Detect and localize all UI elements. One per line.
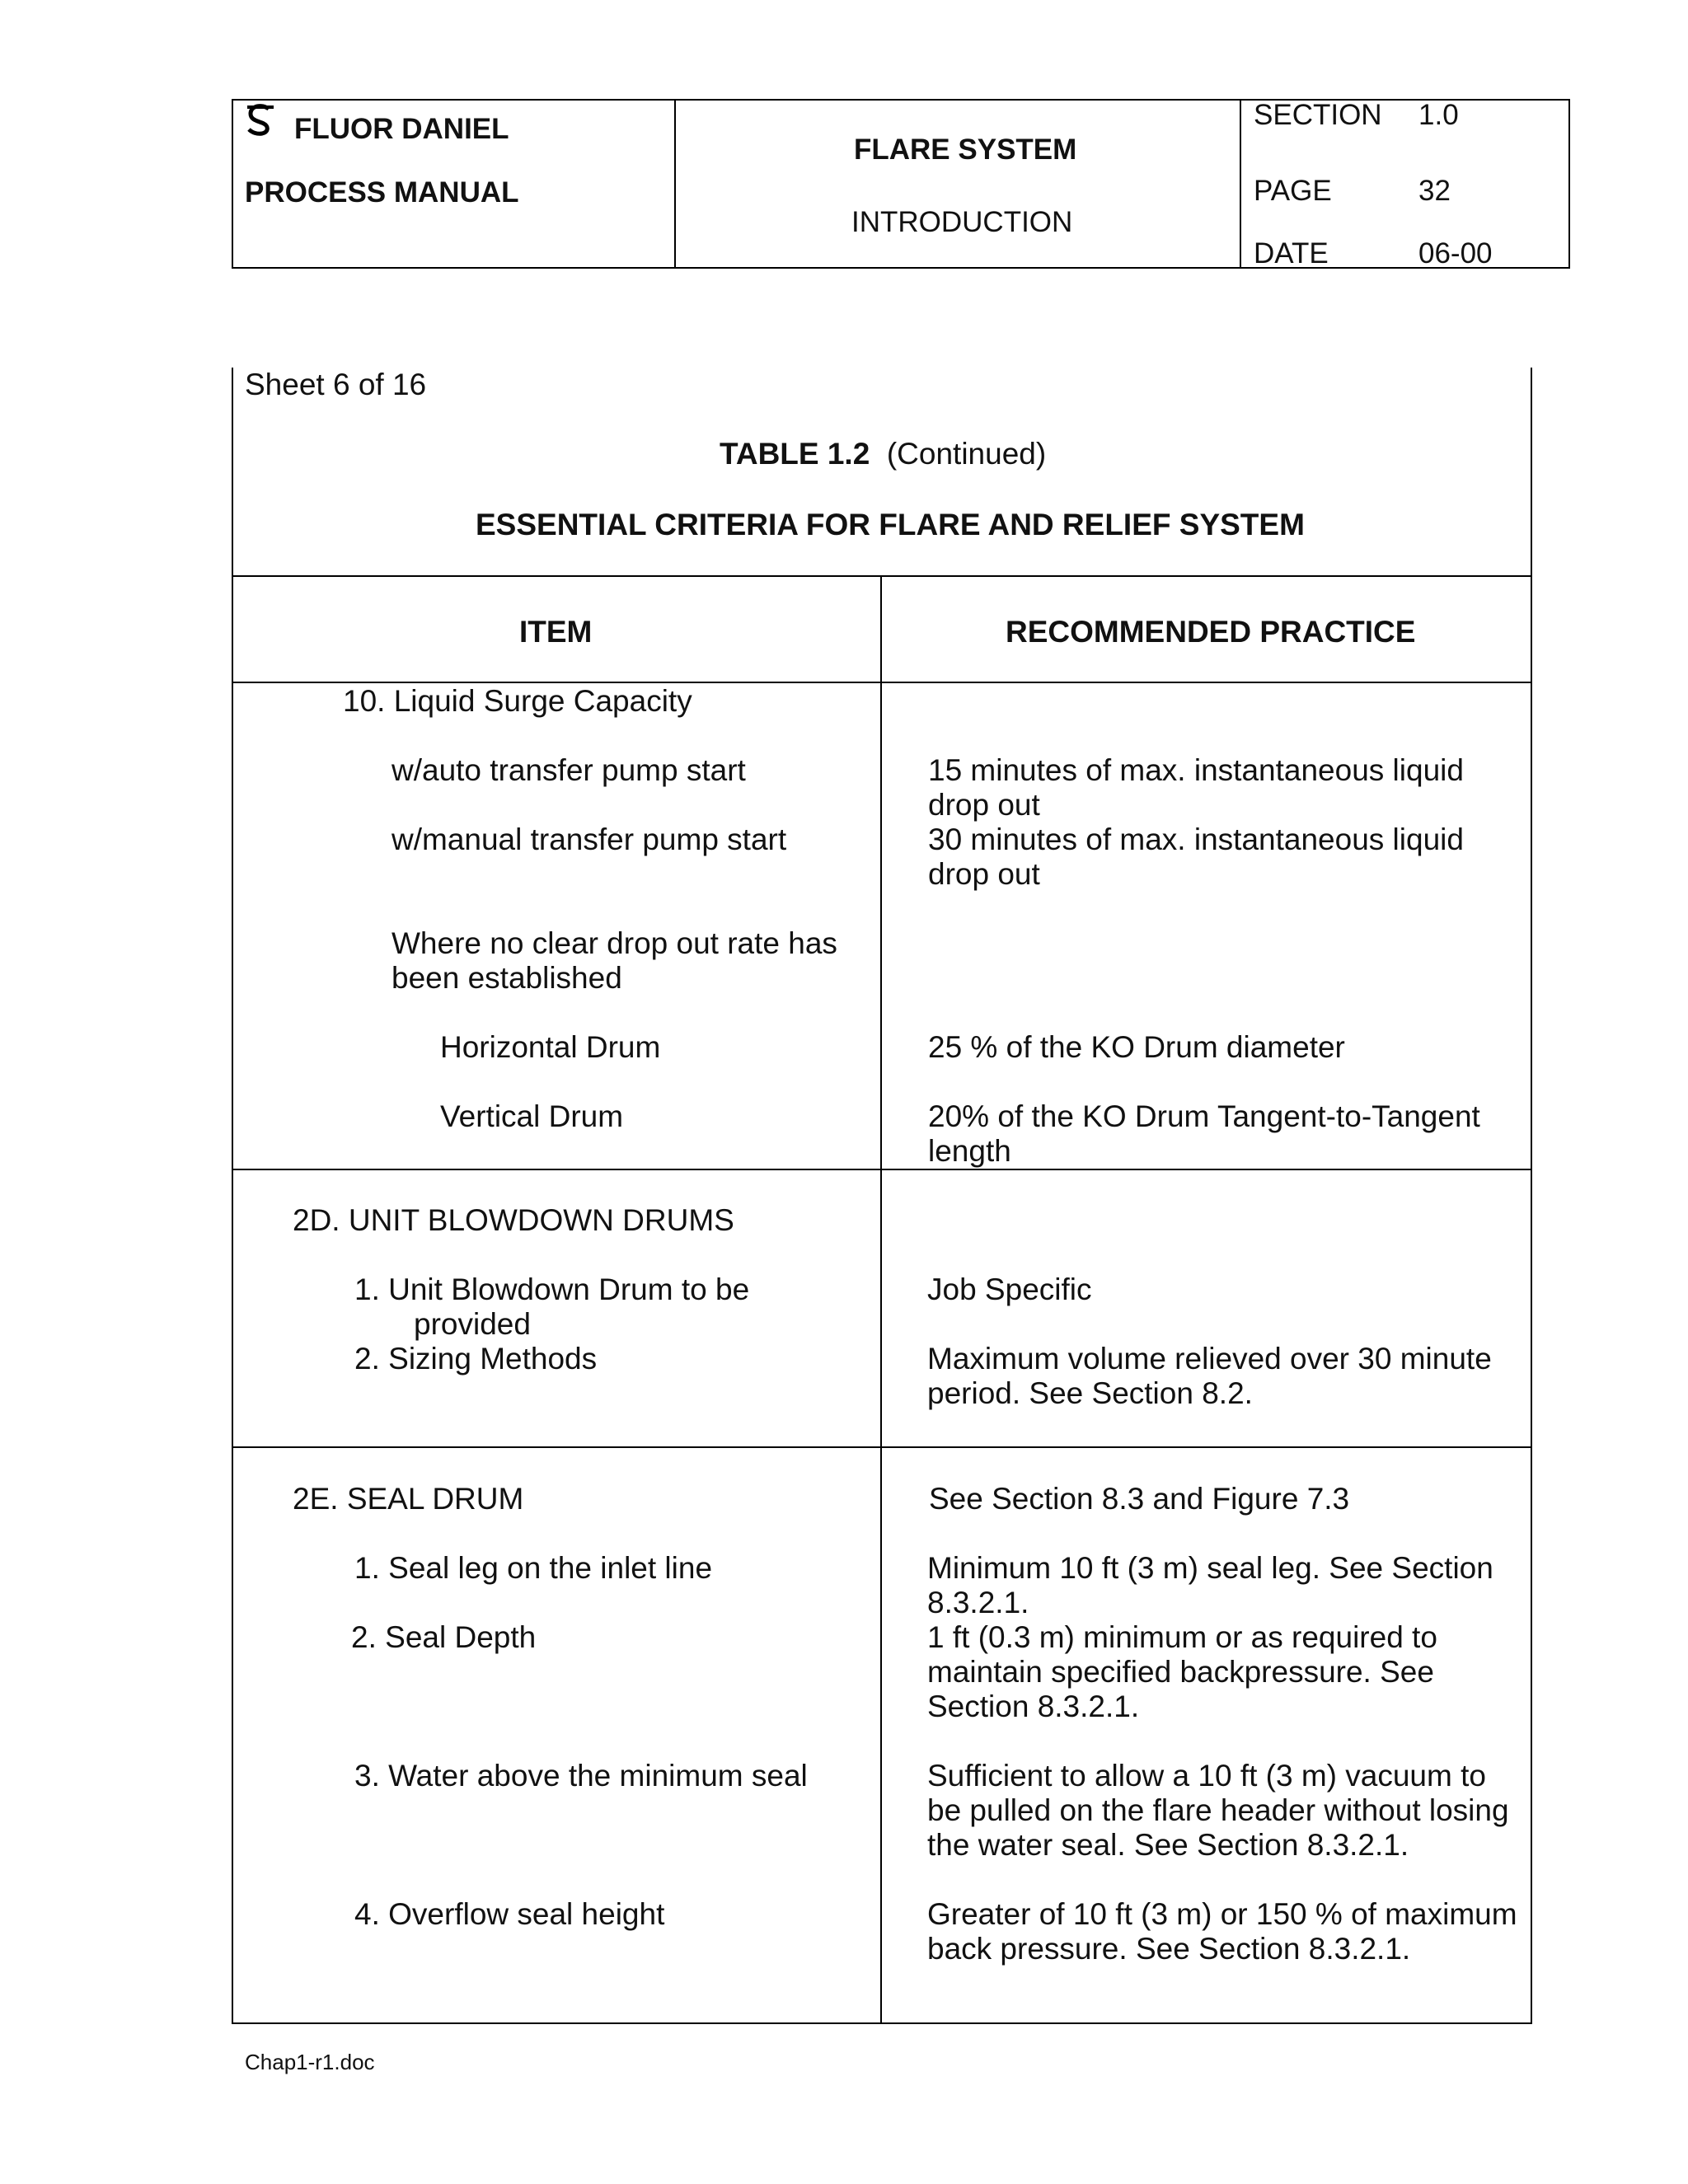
date-value: 06-00 (1418, 237, 1493, 269)
row-divider (232, 1446, 1532, 1448)
column-header-item: ITEM (519, 615, 593, 649)
header-divider (1240, 101, 1241, 267)
sheet-number: Sheet 6 of 16 (245, 368, 427, 401)
practice-text: maintain specified backpressure. See (927, 1655, 1434, 1689)
practice-text: 1 ft (0.3 m) minimum or as required to (927, 1620, 1437, 1654)
table-border (232, 368, 233, 2024)
date-label: DATE (1254, 237, 1329, 269)
practice-text: drop out (928, 788, 1040, 822)
practice-text: See Section 8.3 and Figure 7.3 (929, 1482, 1350, 1516)
table-title-number: TABLE 1.2 (720, 437, 870, 471)
item-text: 1. Seal leg on the inlet line (354, 1551, 713, 1585)
manual-name: PROCESS MANUAL (245, 176, 519, 209)
header-divider (674, 101, 676, 267)
company-name: FLUOR DANIEL (294, 113, 509, 145)
section-label: SECTION (1254, 99, 1382, 131)
practice-text: Section 8.3.2.1. (927, 1690, 1140, 1723)
practice-text: back pressure. See Section 8.3.2.1. (927, 1932, 1411, 1966)
item-text: w/manual transfer pump start (392, 823, 787, 856)
practice-text: length (928, 1134, 1011, 1168)
item-heading: 2E. SEAL DRUM (293, 1482, 524, 1516)
item-text: been established (392, 961, 622, 995)
practice-text: period. See Section 8.2. (927, 1376, 1253, 1410)
practice-text: 8.3.2.1. (927, 1586, 1029, 1619)
practice-text: Maximum volume relieved over 30 minute (927, 1342, 1492, 1376)
table-border (1531, 368, 1532, 2024)
row-divider (232, 575, 1532, 577)
item-text: Horizontal Drum (440, 1030, 661, 1064)
item-text: 4. Overflow seal height (354, 1897, 665, 1931)
item-text: 2. Sizing Methods (354, 1342, 598, 1376)
practice-text: Minimum 10 ft (3 m) seal leg. See Section (927, 1551, 1493, 1585)
practice-text: Sufficient to allow a 10 ft (3 m) vacuum to (927, 1759, 1486, 1793)
table-title-note: (Continued) (886, 437, 1047, 471)
table-title (720, 437, 1046, 471)
item-text: w/auto transfer pump start (392, 753, 746, 787)
item-heading: 10. Liquid Surge Capacity (343, 684, 692, 718)
practice-text: 15 minutes of max. instantaneous liquid (928, 753, 1464, 787)
item-text: 3. Water above the minimum seal (354, 1759, 808, 1793)
practice-text: drop out (928, 857, 1040, 891)
practice-text: the water seal. See Section 8.3.2.1. (927, 1828, 1409, 1862)
fluor-daniel-logo-icon (244, 104, 277, 140)
row-divider (232, 1169, 1532, 1170)
section-value: 1.0 (1418, 99, 1459, 131)
item-text: Where no clear drop out rate has (392, 926, 837, 960)
item-text: 2. Seal Depth (351, 1620, 537, 1654)
document-title: FLARE SYSTEM (854, 134, 1077, 166)
table-subtitle: ESSENTIAL CRITERIA FOR FLARE AND RELIEF SYSTEM (476, 508, 1305, 541)
item-text: Vertical Drum (440, 1099, 624, 1133)
page-value: 32 (1418, 175, 1451, 207)
row-divider (232, 2022, 1532, 2024)
item-text: 1. Unit Blowdown Drum to be (354, 1272, 750, 1306)
practice-text: 25 % of the KO Drum diameter (928, 1030, 1345, 1064)
item-heading: 2D. UNIT BLOWDOWN DRUMS (293, 1203, 734, 1237)
practice-text: 20% of the KO Drum Tangent-to-Tangent (928, 1099, 1480, 1133)
document-subtitle: INTRODUCTION (851, 206, 1073, 238)
page-label: PAGE (1254, 175, 1332, 207)
practice-text: be pulled on the flare header without losing (927, 1793, 1509, 1827)
item-text: provided (414, 1307, 531, 1341)
column-header-practice: RECOMMENDED PRACTICE (1006, 615, 1416, 649)
column-divider (880, 577, 882, 2024)
practice-text: 30 minutes of max. instantaneous liquid (928, 823, 1464, 856)
row-divider (232, 682, 1532, 683)
practice-text: Greater of 10 ft (3 m) or 150 % of maximum (927, 1897, 1517, 1931)
practice-text: Job Specific (927, 1272, 1092, 1306)
criteria-table (232, 368, 1532, 2024)
footer-filename: Chap1-r1.doc (245, 2050, 375, 2074)
